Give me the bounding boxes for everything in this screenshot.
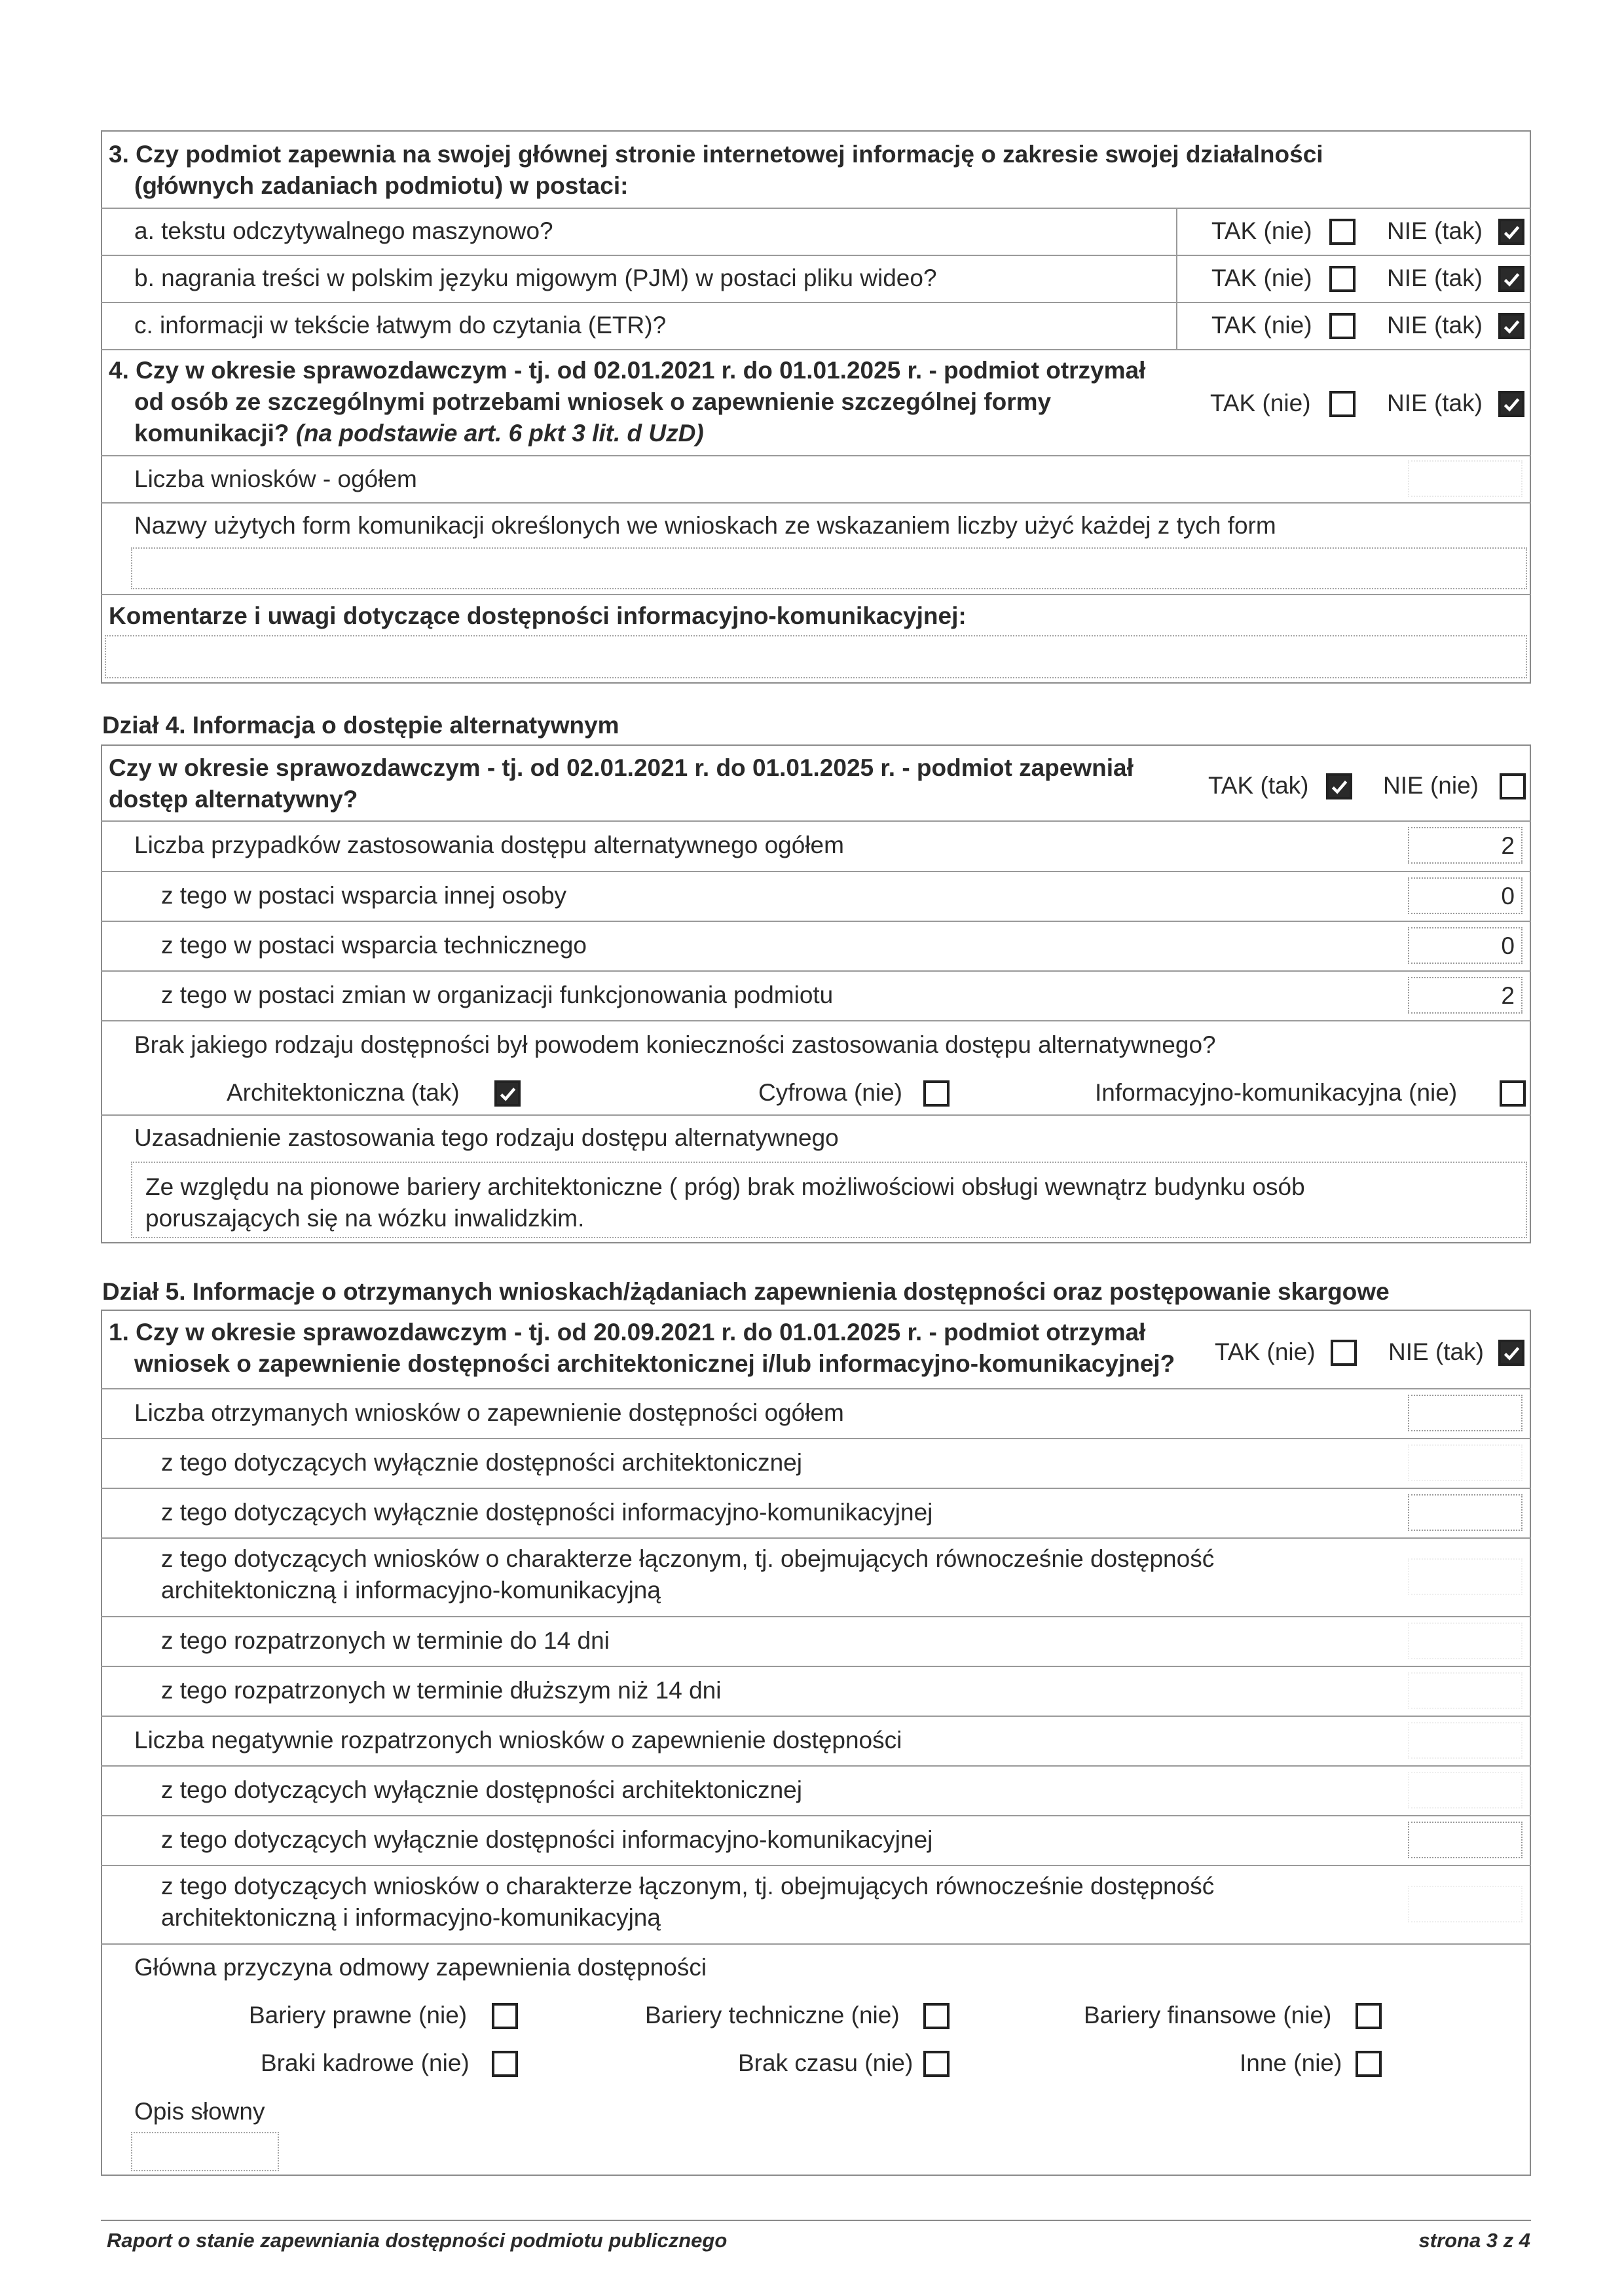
reason-staff-checkbox[interactable] [492, 2051, 518, 2077]
dzial4-lack-digital-checkbox[interactable] [923, 1080, 950, 1107]
dzial5-negative-total-label: Liczba negatywnie rozpatrzonych wniosków o zapewnienie dostępności [134, 1727, 902, 1753]
dzial5-nie-checkbox[interactable] [1498, 1340, 1524, 1366]
q3-row-a-nie-label: NIE (tak) [1387, 217, 1483, 244]
dzial5-question-line2: wniosek o zapewnienie dostępności architektonicznej i/lub informacyjno-komunikacyjnej? [134, 1350, 1175, 1377]
reason-time-label: Brak czasu (nie) [738, 2049, 913, 2076]
dzial4-lack-question: Brak jakiego rodzaju dostępności był powodem konieczności zastosowania dostępu alternatywnego? [134, 1031, 1216, 1058]
dzial5-reason-label: Główna przyczyna odmowy zapewnienia dostępności [134, 1954, 707, 1981]
dzial5-nie-label: NIE (tak) [1388, 1338, 1484, 1365]
dzial5-received-arch-label: z tego dotyczących wyłącznie dostępności architektonicznej [161, 1449, 802, 1476]
q3-row-a-tak-checkbox[interactable] [1329, 219, 1356, 245]
dzial4-row-technical-value[interactable]: 0 [1408, 927, 1522, 964]
dzial4-nie-checkbox[interactable] [1500, 773, 1526, 799]
q4-tak-checkbox[interactable] [1329, 391, 1356, 417]
q4-tak-label: TAK (nie) [1210, 390, 1311, 416]
dzial4-row-person-label: z tego w postaci wsparcia innej osoby [161, 882, 567, 909]
q3-row-b-label: b. nagrania treści w polskim języku migowym (PJM) w postaci pliku wideo? [134, 265, 937, 291]
dzial4-tak-checkbox[interactable] [1326, 773, 1352, 799]
dzial5-received-total-label: Liczba otrzymanych wniosków o zapewnienie dostępności ogółem [134, 1399, 844, 1426]
q4-nie-checkbox[interactable] [1498, 391, 1524, 417]
dzial5-received-combined-line2: architektoniczną i informacyjno-komunikacyjną [161, 1577, 661, 1604]
dzial5-received-arch-field[interactable] [1408, 1444, 1522, 1481]
comments-field[interactable] [105, 635, 1527, 678]
dzial4-justification-line2: poruszających się na wózku inwalidzkim. [145, 1205, 585, 1232]
dzial4-row-organization-label: z tego w postaci zmian w organizacji funkcjonowania podmiotu [161, 982, 834, 1008]
q3-row-c-nie-label: NIE (tak) [1387, 312, 1483, 339]
dzial4-lack-architectural-checkbox[interactable] [494, 1080, 521, 1107]
dzial4-title: Dział 4. Informacja o dostępie alternatywnym [102, 712, 619, 739]
q3-row-a-nie-checkbox[interactable] [1498, 219, 1524, 245]
dzial4-row-total-value[interactable]: 2 [1408, 827, 1522, 864]
reason-legal-label: Bariery prawne (nie) [249, 2002, 468, 2029]
dzial5-within14-field[interactable] [1408, 1623, 1522, 1659]
q3-row-a-label: a. tekstu odczytywalnego maszynowo? [134, 217, 553, 244]
dzial4-lack-architectural-label: Architektoniczna (tak) [227, 1079, 460, 1106]
footer-page-number: strona 3 z 4 [1418, 2229, 1530, 2252]
reason-staff-label: Braki kadrowe (nie) [261, 2049, 470, 2076]
q4-forms-label: Nazwy użytych form komunikacji określonych we wnioskach ze wskazaniem liczby użyć każdej z tych form [134, 512, 1276, 539]
q4-nie-label: NIE (tak) [1387, 390, 1483, 416]
dzial4-tak-label: TAK (tak) [1208, 772, 1309, 799]
dzial4-lack-info-checkbox[interactable] [1500, 1080, 1526, 1107]
dzial5-tak-label: TAK (nie) [1215, 1338, 1316, 1365]
dzial4-row-person-value[interactable]: 0 [1408, 877, 1522, 914]
dzial5-negative-combined-line1: z tego dotyczących wniosków o charakterze łączonym, tj. obejmujących równocześnie dostępność [161, 1873, 1215, 1900]
dzial5-negative-combined-line2: architektoniczną i informacyjno-komunikacyjną [161, 1904, 661, 1931]
dzial4-question-line1: Czy w okresie sprawozdawczym - tj. od 02.01.2021 r. do 01.01.2025 r. - podmiot zapewniał [109, 754, 1134, 781]
dzial5-within14-label: z tego rozpatrzonych w terminie do 14 dni [161, 1627, 610, 1654]
dzial4-nie-label: NIE (nie) [1383, 772, 1479, 799]
dzial5-description-field[interactable] [131, 2132, 279, 2171]
dzial5-negative-arch-field[interactable] [1408, 1772, 1522, 1808]
q4-line1: 4. Czy w okresie sprawozdawczym - tj. od 02.01.2021 r. do 01.01.2025 r. - podmiot otrzymał [109, 357, 1146, 384]
q3-row-c-nie-checkbox[interactable] [1498, 313, 1524, 339]
q3-row-b-tak-label: TAK (nie) [1211, 265, 1312, 291]
dzial5-description-label: Opis słowny [134, 2098, 265, 2125]
reason-other-label: Inne (nie) [1240, 2049, 1342, 2076]
reason-legal-checkbox[interactable] [492, 2003, 518, 2029]
dzial5-received-info-field[interactable] [1408, 1494, 1522, 1531]
dzial5-negative-arch-label: z tego dotyczących wyłącznie dostępności architektonicznej [161, 1776, 802, 1803]
dzial5-negative-combined-field[interactable] [1408, 1886, 1522, 1922]
reason-technical-label: Bariery techniczne (nie) [645, 2002, 900, 2029]
reason-financial-label: Bariery finansowe (nie) [1084, 2002, 1332, 2029]
dzial5-received-combined-line1: z tego dotyczących wniosków o charakterze łączonym, tj. obejmujących równocześnie dostępność [161, 1545, 1215, 1572]
dzial5-tak-checkbox[interactable] [1331, 1340, 1357, 1366]
dzial5-negative-total-field[interactable] [1408, 1722, 1522, 1759]
dzial5-negative-info-field[interactable] [1408, 1822, 1522, 1858]
q4-line2: od osób ze szczególnymi potrzebami wniosek o zapewnienie szczególnej formy [134, 388, 1052, 415]
comments-label: Komentarze i uwagi dotyczące dostępności informacyjno-komunikacyjnej: [109, 602, 967, 629]
q3-row-a-tak-label: TAK (nie) [1211, 217, 1312, 244]
dzial4-row-organization-value[interactable]: 2 [1408, 977, 1522, 1014]
dzial5-negative-info-label: z tego dotyczących wyłącznie dostępności informacyjno-komunikacyjnej [161, 1826, 933, 1853]
dzial4-question-line2: dostęp alternatywny? [109, 786, 358, 813]
q4-line3: komunikacji? (na podstawie art. 6 pkt 3 lit. d UzD) [134, 420, 704, 447]
dzial5-received-info-label: z tego dotyczących wyłącznie dostępności informacyjno-komunikacyjnej [161, 1499, 933, 1526]
dzial4-lack-digital-label: Cyfrowa (nie) [758, 1079, 902, 1106]
q4-forms-field[interactable] [131, 547, 1527, 589]
q4-legal-basis: (na podstawie art. 6 pkt 3 lit. d UzD) [295, 420, 704, 447]
dzial5-title: Dział 5. Informacje o otrzymanych wnioskach/żądaniach zapewnienia dostępności oraz postępowanie skargowe [102, 1278, 1390, 1305]
dzial5-received-total-field[interactable] [1408, 1395, 1522, 1431]
q4-count-label: Liczba wniosków - ogółem [134, 466, 417, 492]
dzial5-over14-label: z tego rozpatrzonych w terminie dłuższym niż 14 dni [161, 1677, 722, 1704]
q3-row-b-nie-label: NIE (tak) [1387, 265, 1483, 291]
q3-row-c-tak-checkbox[interactable] [1329, 313, 1356, 339]
dzial4-justification-label: Uzasadnienie zastosowania tego rodzaju dostępu alternatywnego [134, 1124, 839, 1151]
reason-financial-checkbox[interactable] [1356, 2003, 1382, 2029]
q3-row-b-tak-checkbox[interactable] [1329, 266, 1356, 292]
dzial5-received-combined-field[interactable] [1408, 1558, 1522, 1595]
dzial4-row-total-label: Liczba przypadków zastosowania dostępu alternatywnego ogółem [134, 832, 844, 858]
q3-header-line1: 3. Czy podmiot zapewnia na swojej głównej stronie internetowej informację o zakresie swojej działalności [109, 141, 1323, 168]
q4-count-field[interactable] [1408, 460, 1522, 497]
dzial5-question-line1: 1. Czy w okresie sprawozdawczym - tj. od 20.09.2021 r. do 01.01.2025 r. - podmiot otrzymał [109, 1319, 1146, 1346]
q3-header-line2: (głównych zadaniach podmiotu) w postaci: [134, 172, 629, 199]
reason-other-checkbox[interactable] [1356, 2051, 1382, 2077]
dzial4-row-technical-label: z tego w postaci wsparcia technicznego [161, 932, 587, 959]
reason-time-checkbox[interactable] [923, 2051, 950, 2077]
dzial4-justification-line1: Ze względu na pionowe bariery architektoniczne ( próg) brak możliwościowi obsługi wewnątrz budynku osób [145, 1173, 1305, 1200]
q3-row-c-tak-label: TAK (nie) [1211, 312, 1312, 339]
q3-row-c-label: c. informacji w tekście łatwym do czytania (ETR)? [134, 312, 667, 339]
footer-report-title: Raport o stanie zapewniania dostępności podmiotu publicznego [107, 2229, 728, 2252]
q3-row-b-nie-checkbox[interactable] [1498, 266, 1524, 292]
dzial5-over14-field[interactable] [1408, 1672, 1522, 1709]
dzial4-lack-info-label: Informacyjno-komunikacyjna (nie) [1095, 1079, 1458, 1106]
reason-technical-checkbox[interactable] [923, 2003, 950, 2029]
